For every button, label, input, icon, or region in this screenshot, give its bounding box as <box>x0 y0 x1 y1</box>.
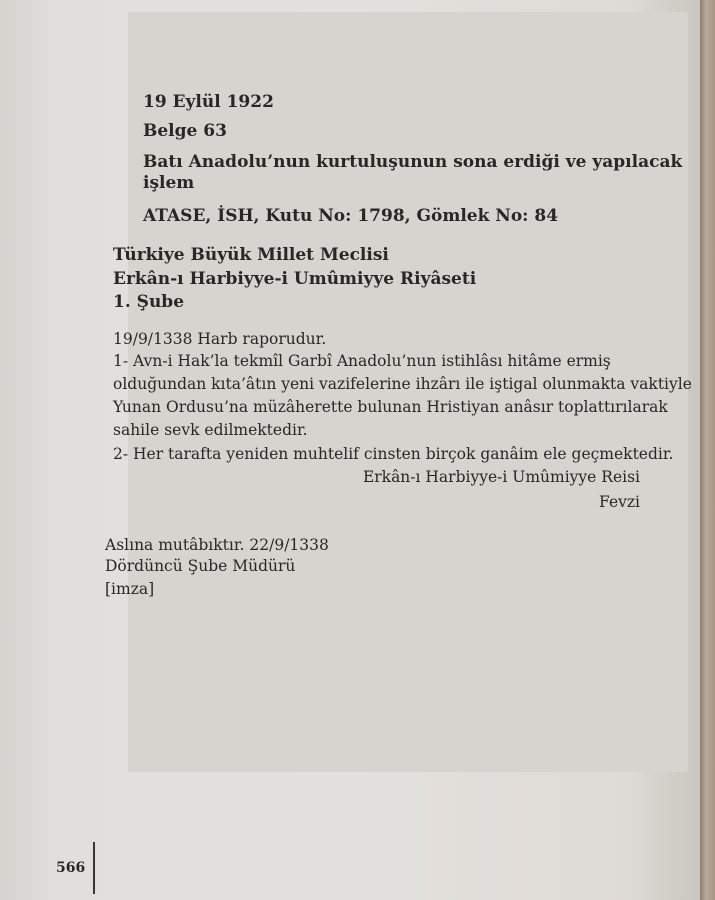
page-number-rule <box>93 842 95 894</box>
page-number: 566 <box>56 860 86 876</box>
signature-title: Erkân-ı Harbiyye-i Umûmiyye Reisi <box>362 468 640 486</box>
body-line-1: 19/9/1338 Harb raporudur. <box>113 330 327 348</box>
certification-line-2: Dördüncü Şube Müdürü <box>105 557 296 575</box>
document-subject-line-2: işlem <box>143 173 195 193</box>
header-branch: 1. Şube <box>113 292 185 312</box>
book-page-edge <box>700 0 715 900</box>
body-line-2: 1- Avn-i Hak’la tekmîl Garbî Anadolu’nun istihlâsı hitâme ermiş <box>113 352 611 370</box>
certification-line-3: [imza] <box>105 580 155 598</box>
archive-reference: ATASE, İSH, Kutu No: 1798, Gömlek No: 84 <box>143 206 559 226</box>
document-date: 19 Eylül 1922 <box>143 92 274 112</box>
document-subject-line-1: Batı Anadolu’nun kurtuluşunun sona erdiği ve yapılacak <box>143 152 683 172</box>
body-line-3: olduğundan kıta’âtın yeni vazifelerine ihzârı ile iştigal olunmakta vaktiyle <box>113 375 692 393</box>
certification-line-1: Aslına mutâbıktır. 22/9/1338 <box>105 536 329 554</box>
body-line-4: Yunan Ordusu’na müzâherette bulunan Hristiyan anâsır toplattırılarak <box>113 398 668 416</box>
body-line-5: sahile sevk edilmektedir. <box>113 421 308 439</box>
signature-name: Fevzi <box>599 493 640 511</box>
header-institution: Türkiye Büyük Millet Meclisi <box>113 245 389 265</box>
body-line-6: 2- Her tarafta yeniden muhtelif cinsten birçok ganâim ele geçmektedir. <box>113 445 674 463</box>
document-number: Belge 63 <box>143 121 227 141</box>
header-department: Erkân-ı Harbiyye-i Umûmiyye Riyâseti <box>113 269 477 289</box>
